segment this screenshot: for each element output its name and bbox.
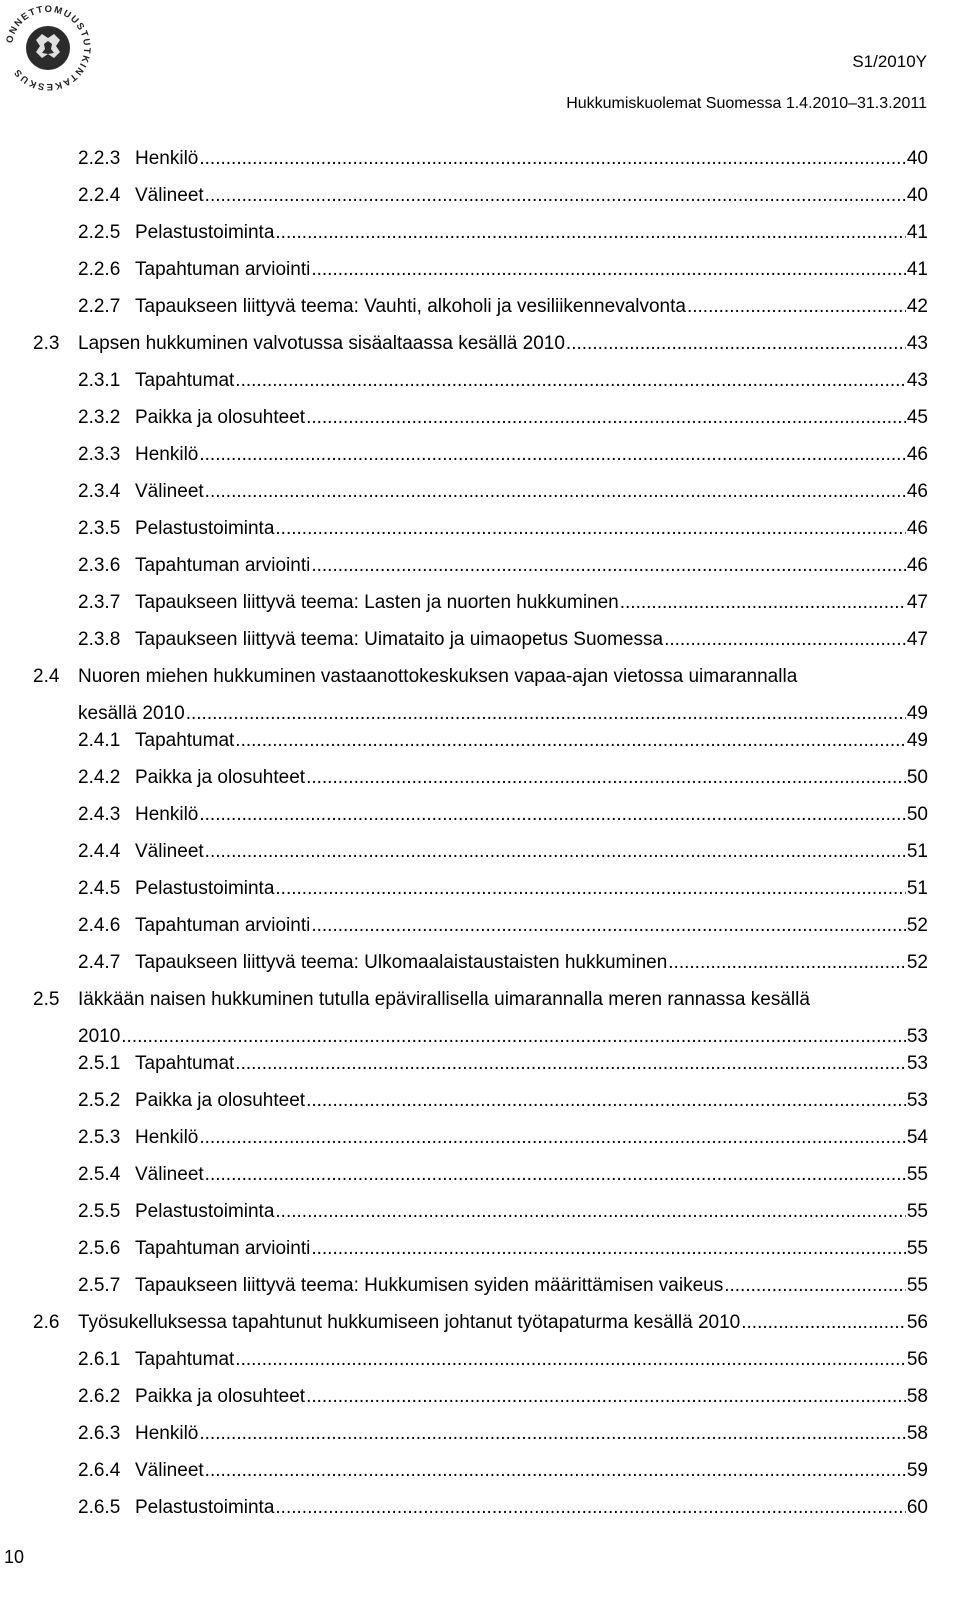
- toc-entry-page: 40: [906, 148, 928, 169]
- dot-leader: [205, 841, 906, 863]
- dot-leader: [311, 1238, 906, 1260]
- onnettomuustutkintakeskus-logo: [0, 0, 96, 96]
- toc-entry-number: 2.2.4: [78, 185, 121, 206]
- toc-entry-number: 2.6.1: [78, 1349, 121, 1370]
- dot-leader: [311, 259, 906, 281]
- toc-entry-number: 2.3.2: [78, 407, 121, 428]
- toc-entry-title: Henkilö: [135, 804, 199, 825]
- dot-leader: [186, 703, 906, 725]
- toc-entry-page: 46: [906, 481, 928, 502]
- dot-leader: [121, 1026, 906, 1048]
- toc-entry-number: 2.5.6: [78, 1238, 121, 1259]
- dot-leader: [306, 407, 906, 429]
- toc-entry-title: Henkilö: [135, 148, 199, 169]
- toc-entry-page: 41: [906, 222, 928, 243]
- toc-entry-title: Tapahtumat: [135, 730, 235, 751]
- dot-leader: [205, 481, 906, 503]
- toc-entry-page: 42: [906, 296, 928, 317]
- toc-entry-page: 41: [906, 259, 928, 280]
- toc-entry-number: 2.3.5: [78, 518, 121, 539]
- dot-leader: [275, 1497, 905, 1519]
- toc-entry-title: Tapaukseen liittyvä teema: Hukkumisen syiden määrittämisen vaikeus: [135, 1275, 724, 1296]
- toc-entry-page: 58: [906, 1386, 928, 1407]
- dot-leader: [311, 555, 906, 577]
- toc-entry-page: 53: [906, 1090, 928, 1111]
- toc-entry-number: 2.5.5: [78, 1201, 121, 1222]
- toc-entry-number: 2.5.7: [78, 1275, 121, 1296]
- toc-entry-number: 2.4.7: [78, 952, 121, 973]
- toc-entry-page: 49: [906, 730, 928, 751]
- toc-entry-title: Välineet: [135, 841, 204, 862]
- page-number: 10: [4, 1547, 25, 1567]
- toc-entry-number: 2.5.3: [78, 1127, 121, 1148]
- toc-entry-page: 56: [906, 1349, 928, 1370]
- toc-entry-title: Henkilö: [135, 444, 199, 465]
- toc-entry-number: 2.6: [33, 1312, 60, 1333]
- toc-entry-number: 2.3.8: [78, 629, 121, 650]
- toc-entry-number: 2.4.6: [78, 915, 121, 936]
- dot-leader: [620, 592, 906, 614]
- toc-entry-page: 50: [906, 767, 928, 788]
- toc-entry-page: 43: [906, 370, 928, 391]
- toc-entry-number: 2.4.4: [78, 841, 121, 862]
- toc-entry-page: 50: [906, 804, 928, 825]
- toc-entry-number: 2.3.3: [78, 444, 121, 465]
- toc-entry-title: Välineet: [135, 1164, 204, 1185]
- toc-entry-title: Tapahtumat: [135, 1349, 235, 1370]
- dot-leader: [306, 1386, 906, 1408]
- toc-entry-page: 45: [906, 407, 928, 428]
- toc-entry-title: Paikka ja olosuhteet: [135, 1386, 306, 1407]
- toc-entry-title: Tapahtuman arviointi: [135, 259, 311, 280]
- dot-leader: [687, 296, 906, 318]
- toc-entry-page: 53: [906, 1053, 928, 1074]
- toc-entry-number: 2.3: [33, 333, 60, 354]
- toc-entry-title: Tapaukseen liittyvä teema: Uimataito ja uimaopetus Suomessa: [135, 629, 664, 650]
- toc-entry-number: 2.6.5: [78, 1497, 121, 1518]
- toc-entry-title: Tapahtuman arviointi: [135, 915, 311, 936]
- toc-entry-title: Tapaukseen liittyvä teema: Lasten ja nuorten hukkuminen: [135, 592, 619, 613]
- toc-entry-page: 55: [906, 1275, 928, 1296]
- toc-entry-title: Tapahtuman arviointi: [135, 1238, 311, 1259]
- toc-entry-title: Paikka ja olosuhteet: [135, 1090, 306, 1111]
- toc-entry-title-line: Nuoren miehen hukkuminen vastaanottokeskuksen vapaa-ajan vietossa uimarannalla: [78, 666, 798, 687]
- dot-leader: [235, 1053, 906, 1075]
- toc-entry-number: 2.6.3: [78, 1423, 121, 1444]
- toc-entry-number: 2.2.3: [78, 148, 121, 169]
- dot-leader: [306, 1090, 906, 1112]
- toc-entry-number: 2.3.4: [78, 481, 121, 502]
- toc-entry-number: 2.4.2: [78, 767, 121, 788]
- report-code: S1/2010Y: [852, 52, 927, 71]
- toc-entry-title: kesällä 2010: [78, 703, 185, 724]
- dot-leader: [205, 1460, 906, 1482]
- toc-entry-title-line: Iäkkään naisen hukkuminen tutulla epävirallisella uimarannalla meren rannassa kesällä: [78, 989, 810, 1010]
- toc-entry-page: 40: [906, 185, 928, 206]
- toc-entry-title: Pelastustoiminta: [135, 1201, 275, 1222]
- toc-entry-title: Tapahtumat: [135, 370, 235, 391]
- toc-entry-title: Pelastustoiminta: [135, 222, 275, 243]
- toc-entry-number: 2.4.3: [78, 804, 121, 825]
- toc-entry-number: 2.2.5: [78, 222, 121, 243]
- toc-entry-number: 2.2.6: [78, 259, 121, 280]
- toc-entry-number: 2.5.2: [78, 1090, 121, 1111]
- toc-entry-title: 2010: [78, 1026, 121, 1047]
- toc-entry-page: 52: [906, 915, 928, 936]
- toc-entry-title: Paikka ja olosuhteet: [135, 767, 306, 788]
- toc-entry-page: 55: [906, 1164, 928, 1185]
- toc-entry-page: 52: [906, 952, 928, 973]
- dot-leader: [668, 952, 906, 974]
- dot-leader: [199, 1423, 905, 1445]
- dot-leader: [205, 185, 906, 207]
- toc-entry-page: 43: [906, 333, 928, 354]
- toc-entry-title: Välineet: [135, 1460, 204, 1481]
- toc-entry-title: Tapaukseen liittyvä teema: Vauhti, alkoholi ja vesiliikennevalvonta: [135, 296, 686, 317]
- toc-entry-number: 2.4.5: [78, 878, 121, 899]
- dot-leader: [205, 1164, 906, 1186]
- dot-leader: [199, 148, 905, 170]
- dot-leader: [275, 878, 905, 900]
- dot-leader: [199, 444, 905, 466]
- toc-entry-title: Välineet: [135, 481, 204, 502]
- dot-leader: [311, 915, 906, 937]
- toc-entry-number: 2.3.1: [78, 370, 121, 391]
- toc-entry-number: 2.4: [33, 666, 60, 687]
- toc-entry-page: 46: [906, 518, 928, 539]
- toc-entry-page: 60: [906, 1497, 928, 1518]
- toc-entry-page: 54: [906, 1127, 928, 1148]
- toc-entry-page: 55: [906, 1238, 928, 1259]
- toc-entry-number: 2.6.4: [78, 1460, 121, 1481]
- logo-seal-icon: [0, 0, 96, 96]
- toc-entry-page: 53: [906, 1026, 928, 1047]
- toc-entry-number: 2.5: [33, 989, 60, 1010]
- toc-entry-title: Tapaukseen liittyvä teema: Ulkomaalaistaustaisten hukkuminen: [135, 952, 668, 973]
- toc-entry-title: Henkilö: [135, 1423, 199, 1444]
- toc-entry-page: 56: [906, 1312, 928, 1333]
- toc-entry-title: Tapahtumat: [135, 1053, 235, 1074]
- dot-leader: [741, 1312, 906, 1334]
- dot-leader: [199, 1127, 905, 1149]
- dot-leader: [306, 767, 906, 789]
- toc-entry-page: 46: [906, 444, 928, 465]
- toc-entry-page: 47: [906, 592, 928, 613]
- dot-leader: [566, 333, 906, 355]
- svg-text:ONNETTOMUUSTUTKINTAKESKUS: ONNETTOMUUSTUTKINTAKESKUS: [4, 3, 93, 93]
- toc-entry-title: Pelastustoiminta: [135, 878, 275, 899]
- dot-leader: [664, 629, 906, 651]
- toc-entry-page: 51: [906, 878, 928, 899]
- toc-entry-number: 2.5.1: [78, 1053, 121, 1074]
- dot-leader: [199, 804, 905, 826]
- toc-entry-page: 55: [906, 1201, 928, 1222]
- toc-entry-page: 58: [906, 1423, 928, 1444]
- dot-leader: [275, 1201, 905, 1223]
- toc-entry-number: 2.3.7: [78, 592, 121, 613]
- toc-entry-title: Lapsen hukkuminen valvotussa sisäaltaassa kesällä 2010: [78, 333, 565, 354]
- dot-leader: [235, 730, 906, 752]
- dot-leader: [724, 1275, 906, 1297]
- toc-entry-number: 2.3.6: [78, 555, 121, 576]
- dot-leader: [235, 370, 906, 392]
- toc-entry-number: 2.6.2: [78, 1386, 121, 1407]
- toc-entry-title: Pelastustoiminta: [135, 518, 275, 539]
- toc-entry-title: Välineet: [135, 185, 204, 206]
- toc-entry-page: 47: [906, 629, 928, 650]
- dot-leader: [235, 1349, 906, 1371]
- toc-entry-page: 59: [906, 1460, 928, 1481]
- toc-entry-title: Paikka ja olosuhteet: [135, 407, 306, 428]
- toc-entry-number: 2.4.1: [78, 730, 121, 751]
- toc-entry-title: Työsukelluksessa tapahtunut hukkumiseen johtanut työtapaturma kesällä 2010: [78, 1312, 741, 1333]
- toc-entry-page: 49: [906, 703, 928, 724]
- dot-leader: [275, 222, 905, 244]
- toc-entry-title: Henkilö: [135, 1127, 199, 1148]
- toc-entry-number: 2.2.7: [78, 296, 121, 317]
- report-title: Hukkumiskuolemat Suomessa 1.4.2010–31.3.2011: [566, 95, 927, 112]
- toc-entry-page: 51: [906, 841, 928, 862]
- toc-entry-title: Tapahtuman arviointi: [135, 555, 311, 576]
- toc-entry-page: 46: [906, 555, 928, 576]
- dot-leader: [275, 518, 905, 540]
- toc-entry-number: 2.5.4: [78, 1164, 121, 1185]
- toc-entry-title: Pelastustoiminta: [135, 1497, 275, 1518]
